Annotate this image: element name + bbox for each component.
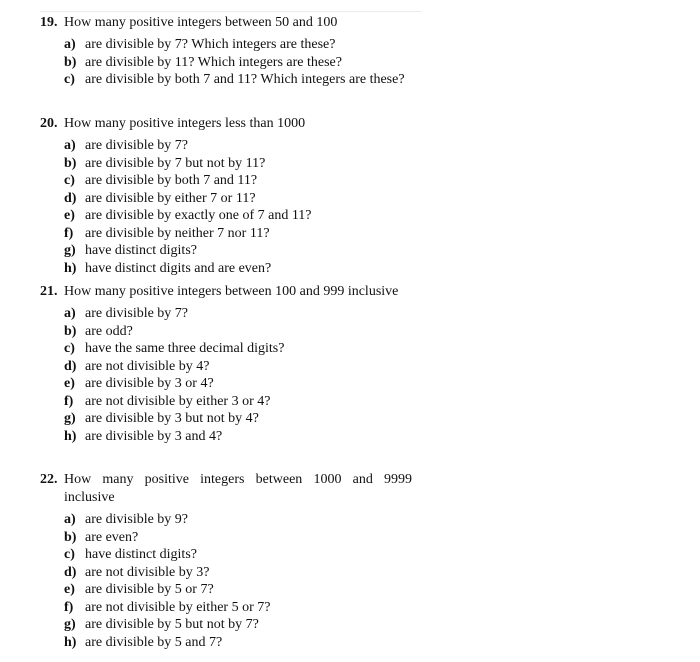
subquestion [40, 529, 412, 547]
subquestion-label: b) [64, 529, 77, 545]
problem-stem [40, 471, 412, 507]
subquestion [40, 546, 412, 564]
problem-text: How many positive integers between 50 and 100 [64, 15, 338, 30]
subquestion-label: a) [64, 512, 76, 527]
problem-number: 20. [40, 116, 58, 131]
subquestion-label: c) [64, 341, 75, 356]
subquestion-text: are divisible by 3 or 4? [85, 376, 214, 391]
subquestion [40, 172, 412, 190]
subquestion-label: g) [64, 243, 76, 258]
problem-number: 19. [40, 15, 58, 30]
subquestion [40, 511, 412, 529]
subquestion-text: are divisible by both 7 and 11? Which integers are these? [85, 72, 405, 87]
subquestion [40, 393, 412, 411]
subquestion [40, 599, 412, 617]
subquestion-label: e) [64, 376, 75, 391]
problem-21 [40, 283, 412, 445]
subquestion [40, 54, 412, 72]
subquestion-label: d) [64, 564, 77, 580]
subquestion-label: d) [64, 358, 77, 374]
subquestion-label: a) [64, 306, 76, 321]
subquestion-label: e) [64, 208, 75, 223]
subquestion [40, 137, 412, 155]
subquestion [40, 375, 412, 393]
subquestion-label: h) [64, 428, 77, 444]
subquestion-text: are divisible by 7 but not by 11? [85, 155, 266, 171]
subquestion [40, 410, 412, 428]
subquestion [40, 260, 412, 278]
subquestion-text: are divisible by 7? [85, 306, 189, 321]
subquestion-label: a) [64, 37, 76, 52]
subquestion-label: f) [64, 225, 74, 241]
subquestion-label: b) [64, 323, 77, 339]
subquestion-text: are odd? [85, 323, 133, 339]
problem-stem [40, 14, 412, 32]
subquestion-label: f) [64, 599, 74, 615]
subquestion-text: are divisible by 7? [85, 138, 189, 153]
subquestion-text: have distinct digits? [85, 243, 197, 258]
subquestion-label: c) [64, 72, 75, 87]
subquestion-label: b) [64, 155, 77, 171]
subquestion [40, 358, 412, 376]
subquestion [40, 340, 412, 358]
problem-19 [40, 14, 412, 89]
subquestion-text: are divisible by 7? Which integers are these? [85, 37, 336, 52]
subquestion-label: h) [64, 260, 77, 276]
subquestion-text: are divisible by 3 and 4? [85, 428, 223, 444]
subquestion [40, 634, 412, 652]
subquestion-label: g) [64, 411, 76, 426]
subquestion-label: g) [64, 617, 76, 632]
subquestion-text: are divisible by either 7 or 11? [85, 190, 256, 206]
problem-number: 21. [40, 284, 58, 299]
subquestion [40, 323, 412, 341]
subquestion-text: are divisible by neither 7 nor 11? [85, 225, 270, 241]
problem-number: 22. [40, 472, 58, 487]
subquestion-label: h) [64, 634, 77, 650]
subquestion-text: have distinct digits? [85, 547, 197, 562]
subquestion-text: have distinct digits and are even? [85, 260, 272, 276]
problem-22 [40, 471, 412, 651]
problem-text: How many positive integers less than 1000 [64, 116, 306, 131]
subquestion-label: c) [64, 173, 75, 188]
subquestion [40, 564, 412, 582]
problem-text: How many positive integers between 1000 and 9999 inclusive [64, 472, 412, 505]
subquestion-label: b) [64, 54, 77, 70]
subquestion-text: have the same three decimal digits? [85, 341, 285, 356]
subquestion-text: are not divisible by 3? [85, 564, 210, 580]
subquestion-text: are divisible by 5 and 7? [85, 634, 223, 650]
problem-20 [40, 115, 412, 277]
subquestion [40, 207, 412, 225]
subquestion [40, 36, 412, 54]
subquestion [40, 71, 412, 89]
subquestion [40, 428, 412, 446]
subquestion [40, 190, 412, 208]
subquestion [40, 225, 412, 243]
subquestion-label: f) [64, 393, 74, 409]
subquestion-label: c) [64, 547, 75, 562]
top-rule [40, 11, 422, 12]
problem-text: How many positive integers between 100 and 999 inclusive [64, 284, 399, 299]
subquestion-text: are divisible by 5 or 7? [85, 582, 214, 597]
problem-stem [40, 115, 412, 133]
subquestion-text: are not divisible by 4? [85, 358, 210, 374]
subquestion-text: are even? [85, 529, 139, 545]
subquestion-label: e) [64, 582, 75, 597]
subquestion-text: are not divisible by either 5 or 7? [85, 599, 271, 615]
subquestion-label: d) [64, 190, 77, 206]
subquestion-text: are divisible by 9? [85, 512, 189, 527]
subquestion-text: are not divisible by either 3 or 4? [85, 393, 271, 409]
subquestion [40, 242, 412, 260]
subquestion [40, 155, 412, 173]
subquestion-text: are divisible by 3 but not by 4? [85, 411, 259, 426]
subquestion [40, 616, 412, 634]
subquestion-text: are divisible by both 7 and 11? [85, 173, 258, 188]
problem-stem [40, 283, 412, 301]
subquestion-text: are divisible by exactly one of 7 and 11? [85, 208, 312, 223]
subquestion-text: are divisible by 11? Which integers are these? [85, 54, 342, 70]
subquestion [40, 581, 412, 599]
subquestion-text: are divisible by 5 but not by 7? [85, 617, 259, 632]
subquestion [40, 305, 412, 323]
subquestion-label: a) [64, 138, 76, 153]
